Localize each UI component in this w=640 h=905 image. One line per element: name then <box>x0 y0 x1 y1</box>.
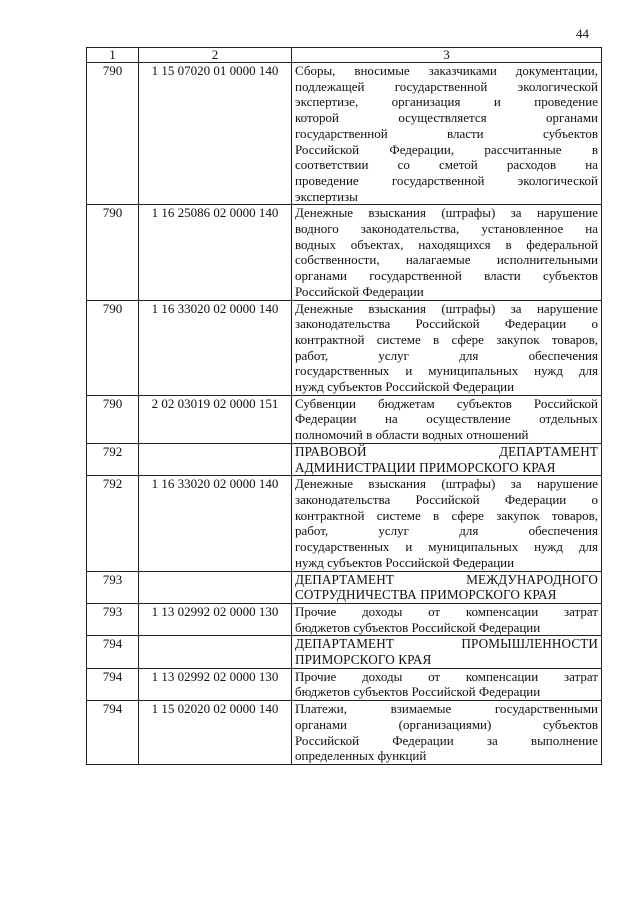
description-line: Денежные взыскания (штрафы) за нарушение <box>295 205 598 221</box>
description-line: Прочие доходы от компенсации затрат <box>295 603 598 619</box>
department-name-cell <box>292 571 602 603</box>
column-header-3: 3 <box>292 48 602 63</box>
description-line: органами (организациями) субъектов <box>295 716 598 732</box>
revenue-code-cell: 1 16 33020 02 0000 140 <box>139 476 292 571</box>
table-row <box>87 603 602 635</box>
description-line: экспертизе, организация и проведение <box>295 94 598 110</box>
description-line: Денежные взыскания (штрафы) за нарушение <box>295 300 598 316</box>
description-line: Сборы, вносимые заказчиками документации, <box>295 63 598 78</box>
description-line: контрактной системе в сфере закупок товаров, <box>295 507 598 523</box>
description-line: собственности, налагаемые исполнительными <box>295 252 598 268</box>
table-row <box>87 668 602 700</box>
table-row <box>87 395 602 443</box>
admin-code-cell: 794 <box>87 668 139 700</box>
description-line: нужд субъектов Российской Федерации <box>295 554 515 570</box>
revenue-code-cell <box>139 443 292 475</box>
description-line: полномочий в области водных отношений <box>295 427 529 443</box>
table-body <box>87 63 602 765</box>
description-line: контрактной системе в сфере закупок товаров, <box>295 331 598 347</box>
description-line: государственных и муниципальных нужд для <box>295 539 598 555</box>
description-line: ДЕПАРТАМЕНТ МЕЖДУНАРОДНОГО <box>295 571 598 587</box>
description-line: нужд субъектов Российской Федерации <box>295 379 515 395</box>
description-line: государственной власти субъектов <box>295 125 598 141</box>
description-cell <box>292 701 602 765</box>
description-line: Прочие доходы от компенсации затрат <box>295 668 598 684</box>
description-cell <box>292 668 602 700</box>
description-line: бюджетов субъектов Российской Федерации <box>295 619 541 635</box>
revenue-code-cell: 1 16 25086 02 0000 140 <box>139 205 292 300</box>
table-row <box>87 205 602 300</box>
revenue-code-cell: 2 02 03019 02 0000 151 <box>139 395 292 443</box>
description-line: АДМИНИСТРАЦИИ ПРИМОРСКОГО КРАЯ <box>295 459 556 475</box>
budget-codes-table <box>86 47 602 765</box>
description-cell <box>292 476 602 571</box>
description-cell <box>292 395 602 443</box>
description-line: работ, услуг для обеспечения <box>295 523 598 539</box>
admin-code-cell: 794 <box>87 636 139 668</box>
description-line: определенных функций <box>295 748 427 764</box>
admin-code-cell: 793 <box>87 571 139 603</box>
description-line: государственных и муниципальных нужд для <box>295 363 598 379</box>
admin-code-cell: 793 <box>87 603 139 635</box>
table-row <box>87 701 602 765</box>
description-line: бюджетов субъектов Российской Федерации <box>295 684 541 700</box>
department-name-cell <box>292 636 602 668</box>
description-line: Денежные взыскания (штрафы) за нарушение <box>295 476 598 492</box>
description-line: работ, услуг для обеспечения <box>295 347 598 363</box>
column-header-2: 2 <box>139 48 292 63</box>
description-line: Российской Федерации, рассчитанные в <box>295 141 598 157</box>
revenue-code-cell: 1 13 02992 02 0000 130 <box>139 668 292 700</box>
description-line: Платежи, взимаемые государственными <box>295 701 598 717</box>
description-line: ДЕПАРТАМЕНТ ПРОМЫШЛЕННОСТИ <box>295 636 598 652</box>
page-number: 44 <box>576 26 589 41</box>
description-cell <box>292 205 602 300</box>
department-row <box>87 636 602 668</box>
column-header-1: 1 <box>87 48 139 63</box>
revenue-code-cell: 1 13 02992 02 0000 130 <box>139 603 292 635</box>
table-row <box>87 476 602 571</box>
table-header-row <box>87 48 602 63</box>
description-line: Федерации на осуществление отдельных <box>295 411 598 427</box>
description-line: ПРИМОРСКОГО КРАЯ <box>295 652 432 668</box>
description-line: экспертизы <box>295 188 358 204</box>
admin-code-cell: 790 <box>87 205 139 300</box>
description-line: законодательства Российской Федерации о <box>295 491 598 507</box>
description-line: соответствии со сметой расходов на <box>295 157 598 173</box>
description-line: ПРАВОВОЙ ДЕПАРТАМЕНТ <box>295 443 598 459</box>
table-row <box>87 63 602 205</box>
description-line: органами государственной власти субъектов <box>295 268 598 284</box>
admin-code-cell: 792 <box>87 443 139 475</box>
admin-code-cell: 792 <box>87 476 139 571</box>
description-line: законодательства Российской Федерации о <box>295 316 598 332</box>
description-line: Российской Федерации <box>295 283 424 299</box>
admin-code-cell: 794 <box>87 701 139 765</box>
revenue-code-cell: 1 16 33020 02 0000 140 <box>139 300 292 395</box>
description-line: Субвенции бюджетам субъектов Российской <box>295 395 598 411</box>
revenue-code-cell <box>139 571 292 603</box>
admin-code-cell: 790 <box>87 395 139 443</box>
department-name-cell <box>292 443 602 475</box>
description-line: которой осуществляется органами <box>295 110 598 126</box>
admin-code-cell: 790 <box>87 63 139 205</box>
department-row <box>87 443 602 475</box>
description-line: проведение государственной экологической <box>295 172 598 188</box>
revenue-code-cell: 1 15 02020 02 0000 140 <box>139 701 292 765</box>
revenue-code-cell: 1 15 07020 01 0000 140 <box>139 63 292 205</box>
description-cell <box>292 300 602 395</box>
description-line: водных объектах, находящихся в федеральной <box>295 236 598 252</box>
department-row <box>87 571 602 603</box>
description-line: водного законодательства, установленное на <box>295 221 598 237</box>
description-line: Российской Федерации за выполнение <box>295 732 598 748</box>
table-row <box>87 300 602 395</box>
description-cell <box>292 63 602 205</box>
admin-code-cell: 790 <box>87 300 139 395</box>
description-cell <box>292 603 602 635</box>
description-line: СОТРУДНИЧЕСТВА ПРИМОРСКОГО КРАЯ <box>295 587 557 603</box>
description-line: подлежащей государственной экологической <box>295 78 598 94</box>
revenue-code-cell <box>139 636 292 668</box>
